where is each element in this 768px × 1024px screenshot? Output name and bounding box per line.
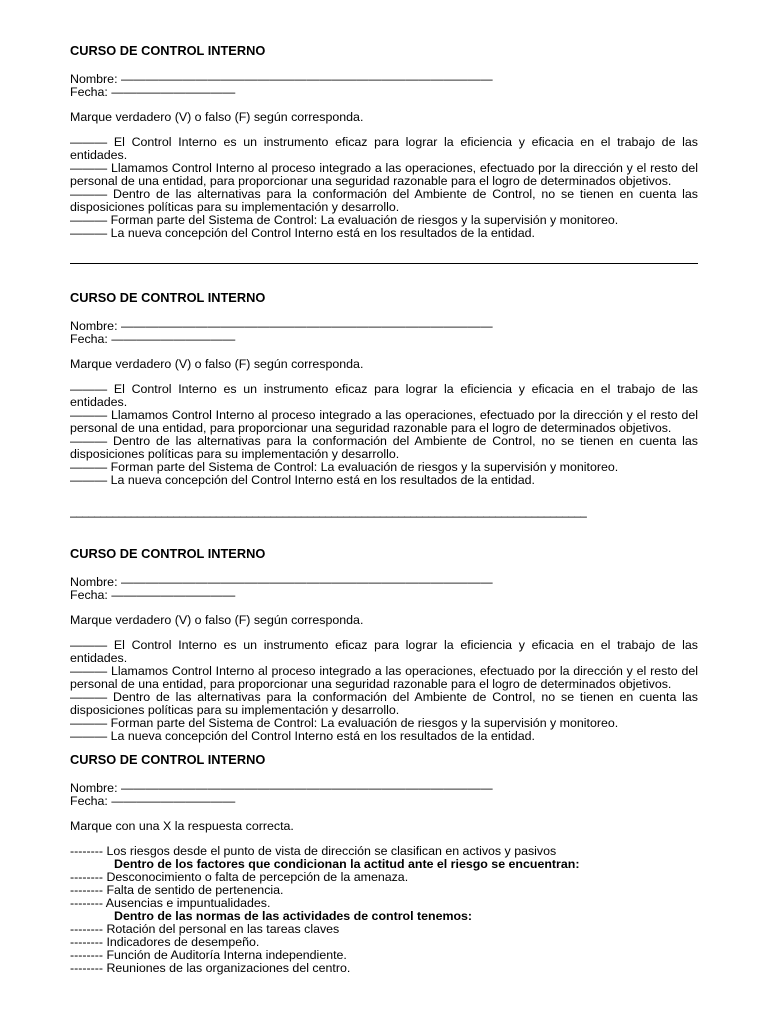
tf-item: ——— La nueva concepción del Control Interno está en los resultados de la entidad. — [70, 729, 535, 743]
quiz-section-4 — [70, 753, 698, 975]
instruction: Marque verdadero (V) o falso (F) según corresponda. — [70, 110, 364, 124]
quiz-section-1 — [70, 44, 698, 240]
x-item: -------- Indicadores de desempeño. — [70, 935, 260, 949]
fecha-field: Fecha: —————————— — [70, 588, 236, 602]
tf-item: ——— Forman parte del Sistema de Control: La evaluación de riesgos y la supervisión y monitoreo. — [70, 460, 619, 474]
separator-line — [70, 263, 698, 264]
tf-item: ——— El Control Interno es un instrumento eficaz para lograr la eficiencia y eficacia en el trabajo de las entidades. — [70, 638, 698, 665]
instruction: Marque con una X la respuesta correcta. — [70, 819, 294, 833]
quiz-section-3 — [70, 547, 698, 743]
group-heading: Dentro de los factores que condicionan la actitud ante el riesgo se encuentran: — [114, 857, 580, 871]
nombre-field: Nombre: —————————————————————————————— — [70, 575, 493, 589]
fecha-field: Fecha: —————————— — [70, 794, 236, 808]
x-item: -------- Función de Auditoría Interna independiente. — [70, 948, 347, 962]
tf-item: ——— Dentro de las alternativas para la conformación del Ambiente de Control, no se tienen en cuenta las disposiciones políticas para su implementación y desarrollo. — [70, 434, 698, 461]
x-item: -------- Los riesgos desde el punto de vista de dirección se clasifican en activos y pasivos — [70, 844, 557, 858]
nombre-field: Nombre: —————————————————————————————— — [70, 319, 493, 333]
separator-dashes: ––––––––––––––––––––––––––––––––––––––––––––––––––––––––––––––––––––––––––––––––––––– — [70, 509, 587, 523]
quiz-section-2 — [70, 291, 698, 487]
tf-item: ——— Llamamos Control Interno al proceso integrado a las operaciones, efectuado por la dirección y el resto del personal de una entidad, para proporcionar una seguridad razonable para el logro de determinados objetivos. — [70, 161, 698, 188]
tf-item: ——— Dentro de las alternativas para la conformación del Ambiente de Control, no se tienen en cuenta las disposiciones políticas para su implementación y desarrollo. — [70, 187, 698, 214]
tf-item: ——— Dentro de las alternativas para la conformación del Ambiente de Control, no se tienen en cuenta las disposiciones políticas para su implementación y desarrollo. — [70, 690, 698, 717]
x-item: -------- Desconocimiento o falta de percepción de la amenaza. — [70, 870, 409, 884]
tf-item: ——— El Control Interno es un instrumento eficaz para lograr la eficiencia y eficacia en el trabajo de las entidades. — [70, 135, 698, 162]
tf-item: ——— Llamamos Control Interno al proceso integrado a las operaciones, efectuado por la dirección y el resto del personal de una entidad, para proporcionar una seguridad razonable para el logro de determinados objetivos. — [70, 408, 698, 435]
group-heading: Dentro de las normas de las actividades de control tenemos: — [114, 909, 473, 923]
section-title: CURSO DE CONTROL INTERNO — [70, 546, 266, 561]
instruction: Marque verdadero (V) o falso (F) según corresponda. — [70, 613, 364, 627]
tf-item: ——— Forman parte del Sistema de Control: La evaluación de riesgos y la supervisión y monitoreo. — [70, 716, 619, 730]
tf-item: ——— La nueva concepción del Control Interno está en los resultados de la entidad. — [70, 226, 535, 240]
section-title: CURSO DE CONTROL INTERNO — [70, 43, 266, 58]
section-title: CURSO DE CONTROL INTERNO — [70, 290, 266, 305]
tf-item: ——— Forman parte del Sistema de Control: La evaluación de riesgos y la supervisión y monitoreo. — [70, 213, 619, 227]
x-item: -------- Falta de sentido de pertenencia. — [70, 883, 284, 897]
fecha-field: Fecha: —————————— — [70, 85, 236, 99]
tf-item: ——— Llamamos Control Interno al proceso integrado a las operaciones, efectuado por la dirección y el resto del personal de una entidad, para proporcionar una seguridad razonable para el logro de determinados objetivos. — [70, 664, 698, 691]
tf-item: ——— El Control Interno es un instrumento eficaz para lograr la eficiencia y eficacia en el trabajo de las entidades. — [70, 382, 698, 409]
x-item: -------- Ausencias e impuntualidades. — [70, 896, 271, 910]
instruction: Marque verdadero (V) o falso (F) según corresponda. — [70, 357, 364, 371]
fecha-field: Fecha: —————————— — [70, 332, 236, 346]
x-item: -------- Reuniones de las organizaciones del centro. — [70, 961, 351, 975]
nombre-field: Nombre: —————————————————————————————— — [70, 72, 493, 86]
tf-item: ——— La nueva concepción del Control Interno está en los resultados de la entidad. — [70, 473, 535, 487]
nombre-field: Nombre: —————————————————————————————— — [70, 781, 493, 795]
section-title: CURSO DE CONTROL INTERNO — [70, 752, 266, 767]
x-item: -------- Rotación del personal en las tareas claves — [70, 922, 340, 936]
